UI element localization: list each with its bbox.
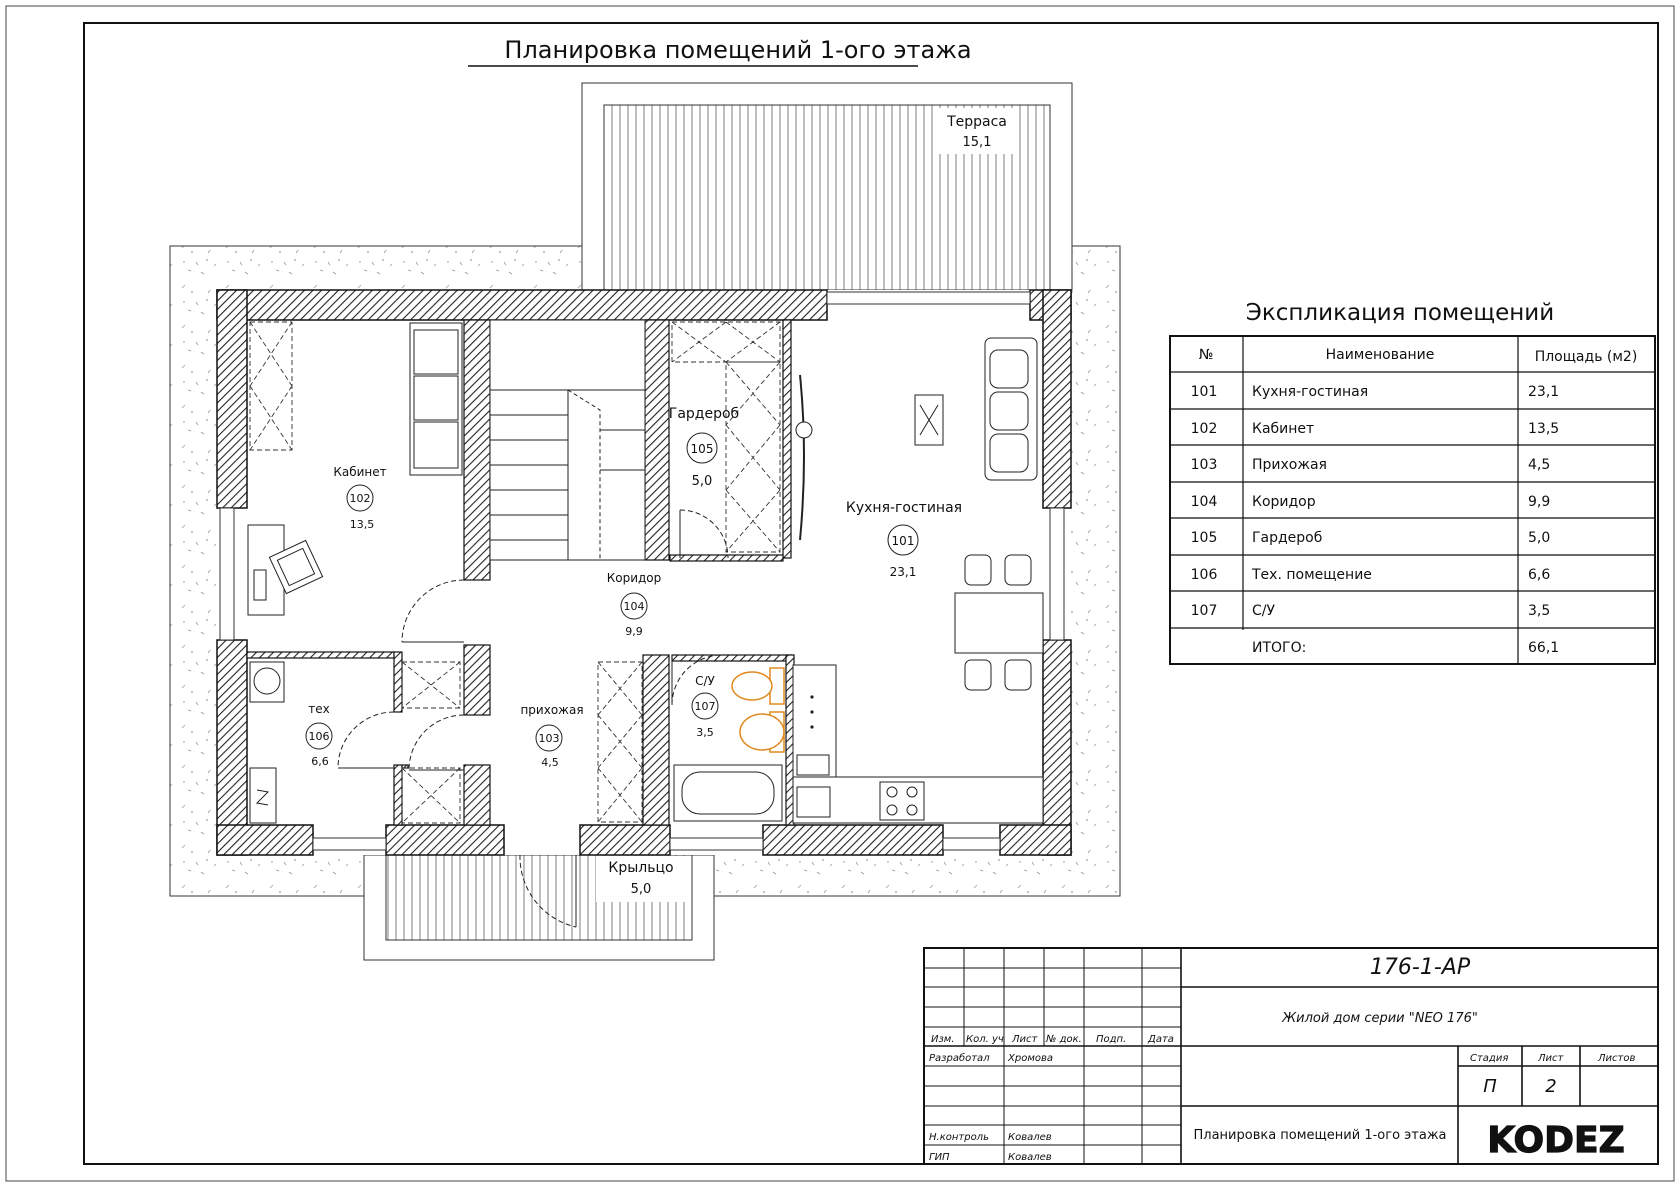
stamp-col-list: Лист <box>1012 1034 1038 1045</box>
room-name: Гардероб <box>668 406 740 422</box>
svg-text:Коридор: Коридор <box>1252 494 1316 510</box>
room-name: тех <box>308 702 330 716</box>
sheet-value: 2 <box>1545 1076 1557 1097</box>
terrace <box>582 83 1072 290</box>
col-header-name: Наименование <box>1325 347 1435 363</box>
staircase <box>490 320 645 560</box>
svg-text:С/У: С/У <box>1252 603 1276 619</box>
room-name: прихожая <box>520 703 584 717</box>
role-ncontrol: Н.контроль <box>929 1132 989 1143</box>
terrace-area: 15,1 <box>962 135 992 150</box>
project-name: Жилой дом серии "NEO 176" <box>1282 1011 1478 1026</box>
role-gip: ГИП <box>929 1152 950 1163</box>
room-number: 104 <box>623 600 645 613</box>
svg-text:9,9: 9,9 <box>1528 494 1551 510</box>
svg-text:106: 106 <box>1190 567 1218 583</box>
svg-text:5,0: 5,0 <box>1528 530 1551 546</box>
room-area: 5,0 <box>691 474 713 489</box>
room-area: 13,5 <box>349 518 375 531</box>
title-block <box>924 948 1658 1164</box>
col-header-area: Площадь (м2) <box>1534 349 1638 365</box>
room-number: 101 <box>891 534 915 548</box>
svg-text:102: 102 <box>1190 421 1218 437</box>
svg-text:105: 105 <box>1190 530 1218 546</box>
svg-text:4,5: 4,5 <box>1528 457 1551 473</box>
room-number: 103 <box>538 732 560 745</box>
stage-header: Стадия <box>1470 1053 1509 1064</box>
room-area: 9,9 <box>625 625 643 638</box>
col-header-num: № <box>1198 347 1214 363</box>
svg-text:Прихожая: Прихожая <box>1252 457 1327 473</box>
room-area: 3,5 <box>696 726 714 739</box>
sheet-header: Лист <box>1538 1053 1564 1064</box>
svg-text:6,6: 6,6 <box>1528 567 1551 583</box>
table-row <box>1191 530 1551 546</box>
svg-text:Гардероб: Гардероб <box>1252 530 1323 546</box>
name-ncontrol: Ковалев <box>1008 1132 1052 1143</box>
svg-text:Кухня-гостиная: Кухня-гостиная <box>1252 384 1369 400</box>
room-number: 102 <box>349 492 371 505</box>
stamp-col-data: Дата <box>1148 1034 1174 1045</box>
table-total-row <box>1252 640 1559 656</box>
terrace-name: Терраса <box>947 114 1007 130</box>
table-row <box>1191 457 1551 473</box>
porch <box>364 855 714 960</box>
svg-text:107: 107 <box>1190 603 1218 619</box>
room-name: Кабинет <box>333 465 387 479</box>
role-developer: Разработал <box>929 1053 990 1064</box>
svg-text:101: 101 <box>1190 384 1218 400</box>
sheets-header: Листов <box>1598 1053 1636 1064</box>
project-code: 176-1-АР <box>1369 955 1471 980</box>
table-row <box>1191 421 1560 437</box>
room-name: Коридор <box>606 571 662 585</box>
total-value: 66,1 <box>1528 640 1560 656</box>
explication-title: Экспликация помещений <box>1245 300 1555 326</box>
room-name: Кухня-гостиная <box>845 500 963 516</box>
porch-area: 5,0 <box>630 882 652 897</box>
stamp-col-izm: Изм. <box>931 1034 955 1045</box>
explication-table <box>1170 300 1655 664</box>
room-area: 4,5 <box>541 756 559 769</box>
stage-value: П <box>1483 1076 1497 1097</box>
table-row <box>1191 384 1560 400</box>
room-name: С/У <box>695 674 715 688</box>
stamp-col-kol: Кол. уч <box>966 1034 1004 1045</box>
room-number: 107 <box>694 700 716 713</box>
room-number: 106 <box>308 730 330 743</box>
table-row <box>1191 494 1551 510</box>
total-label: ИТОГО: <box>1252 640 1307 656</box>
svg-text:Тех. помещение: Тех. помещение <box>1252 567 1372 583</box>
table-row <box>1191 567 1551 583</box>
svg-text:13,5: 13,5 <box>1528 421 1560 437</box>
name-gip: Ковалев <box>1008 1152 1052 1163</box>
svg-text:103: 103 <box>1190 457 1218 473</box>
svg-text:3,5: 3,5 <box>1528 603 1551 619</box>
svg-text:23,1: 23,1 <box>1528 384 1560 400</box>
svg-text:104: 104 <box>1190 494 1218 510</box>
room-area: 6,6 <box>311 755 329 768</box>
room-area: 23,1 <box>889 565 917 579</box>
room-number: 105 <box>690 442 714 456</box>
drawing-title: Планировка помещений 1-ого этажа <box>504 36 972 64</box>
name-developer: Хромова <box>1008 1053 1053 1064</box>
stamp-drawing-title: Планировка помещений 1-ого этажа <box>1193 1128 1447 1143</box>
stamp-col-doc: № док. <box>1046 1034 1082 1045</box>
company-logo: KODEZ <box>1487 1120 1625 1161</box>
porch-name: Крыльцо <box>608 860 674 876</box>
svg-text:Кабинет: Кабинет <box>1252 421 1315 437</box>
stamp-col-podp: Подп. <box>1096 1034 1127 1045</box>
table-row <box>1191 603 1551 619</box>
